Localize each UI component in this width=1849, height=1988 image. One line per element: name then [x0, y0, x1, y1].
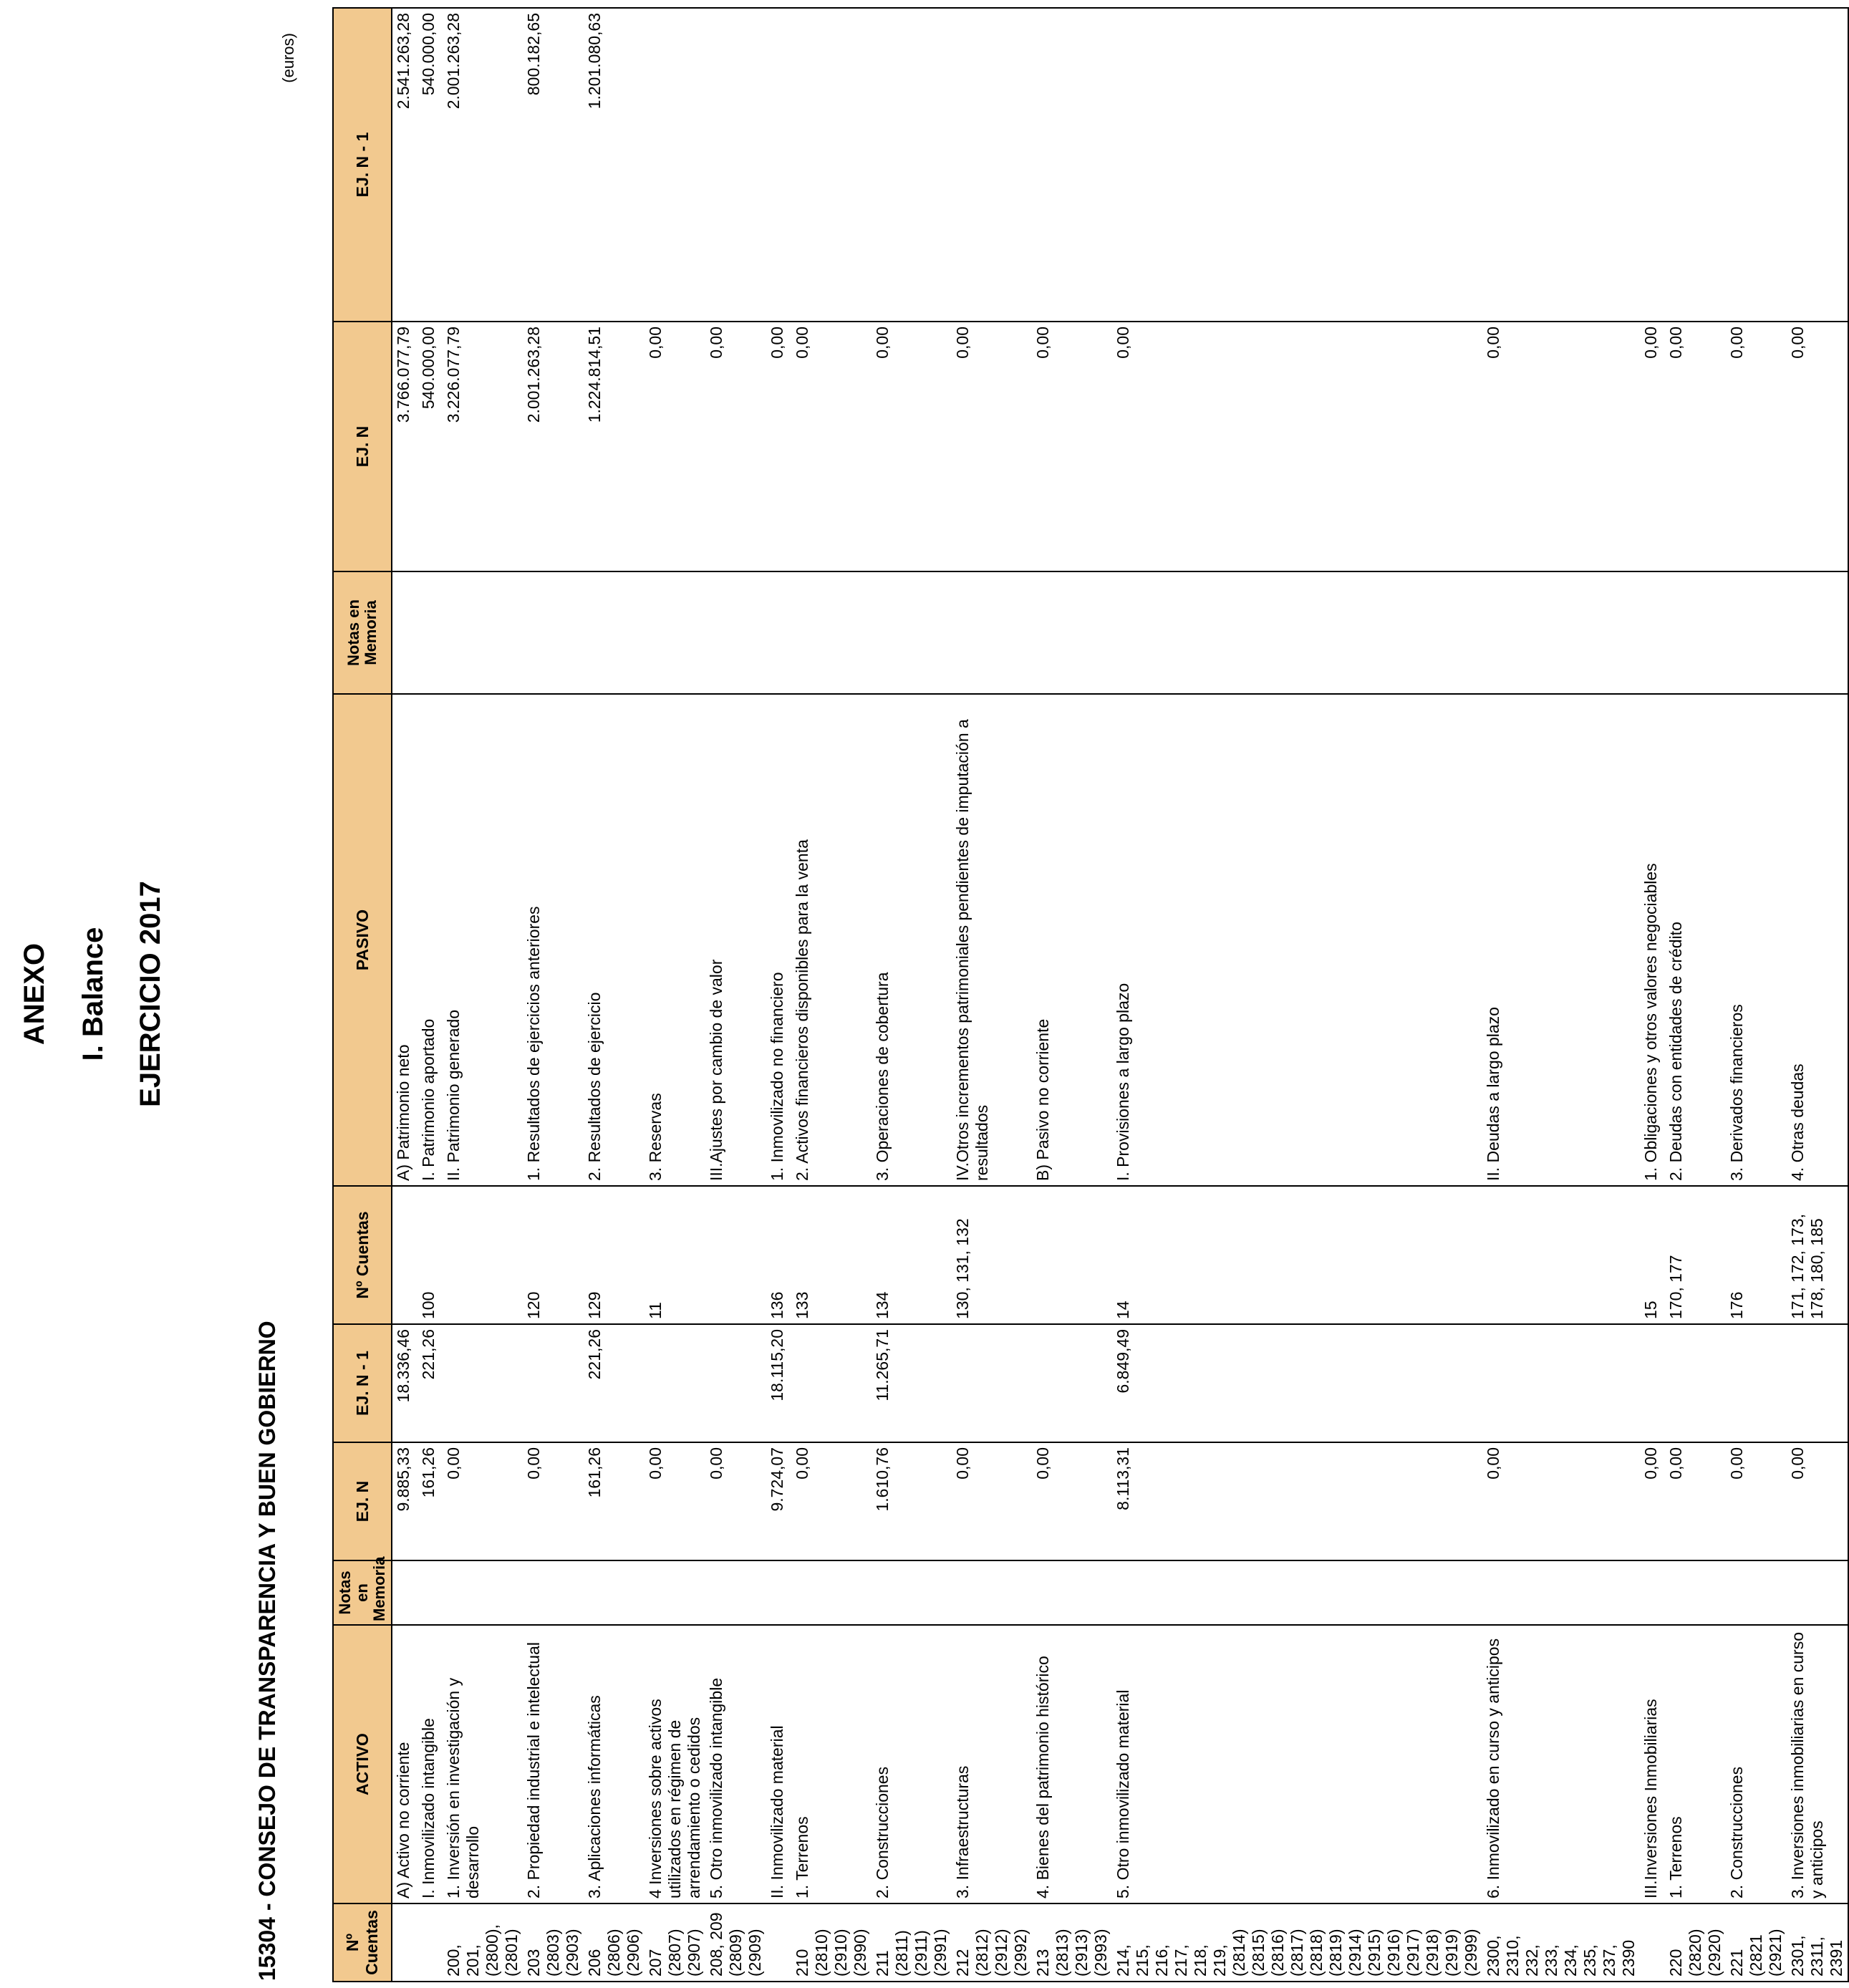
pasivo-label-cell: 3. Reservas	[645, 694, 705, 1186]
activo-ejn1-cell: 6.849,49	[1112, 1324, 1482, 1442]
pasivo-ejn1-cell	[645, 8, 705, 322]
pasivo-notas-cell	[705, 571, 766, 694]
activo-ejn-cell: 0,00	[645, 1442, 705, 1560]
pasivo-label-cell: 2. Deudas con entidades de crédito	[1665, 694, 1726, 1186]
pasivo-cuentas-cell	[705, 1186, 766, 1324]
pasivo-notas-cell	[584, 571, 645, 694]
pasivo-ejn1-cell: 1.201.080,63	[584, 8, 645, 322]
activo-cuentas-cell: 220 (2820) (2920)	[1665, 1903, 1726, 1982]
col-header-pasivo-cuentas: Nº Cuentas	[333, 1186, 392, 1324]
col-header-activo-cuentas: Nº Cuentas	[333, 1903, 392, 1982]
pasivo-cuentas-cell: 136	[766, 1186, 791, 1324]
activo-notas-cell	[872, 1560, 952, 1625]
activo-label-cell: 5. Otro inmovilizado material	[1112, 1625, 1482, 1903]
pasivo-label-cell: 3. Derivados financieros	[1726, 694, 1787, 1186]
table-row	[584, 8, 645, 1982]
pasivo-notas-cell	[1726, 571, 1787, 694]
pasivo-ejn-cell: 0,00	[872, 322, 952, 571]
pasivo-ejn-cell: 0,00	[1112, 322, 1482, 571]
activo-ejn-cell: 0,00	[1032, 1442, 1112, 1560]
pasivo-label-cell: I. Provisiones a largo plazo	[1112, 694, 1482, 1186]
activo-notas-cell	[584, 1560, 645, 1625]
pasivo-ejn1-cell	[766, 8, 791, 322]
activo-label-cell: 5. Otro inmovilizado intangible	[705, 1625, 766, 1903]
activo-notas-cell	[1787, 1560, 1848, 1625]
pasivo-notas-cell	[1482, 571, 1640, 694]
pasivo-ejn-cell: 0,00	[952, 322, 1032, 571]
activo-ejn-cell: 0,00	[1482, 1442, 1640, 1560]
activo-notas-cell	[417, 1560, 443, 1625]
pasivo-notas-cell	[1640, 571, 1665, 694]
pasivo-ejn1-cell	[1112, 8, 1482, 322]
activo-label-cell: 1. Inversión en investigación y desarrollo	[443, 1625, 523, 1903]
pasivo-cuentas-cell: 11	[645, 1186, 705, 1324]
pasivo-ejn-cell: 0,00	[766, 322, 791, 571]
pasivo-ejn1-cell	[705, 8, 766, 322]
pasivo-label-cell: 1. Inmovilizado no financiero	[766, 694, 791, 1186]
activo-notas-cell	[766, 1560, 791, 1625]
col-header-pasivo-ejn1: EJ. N - 1	[333, 8, 392, 322]
activo-notas-cell	[1640, 1560, 1665, 1625]
activo-cuentas-cell: 208, 209 (2809) (2909)	[705, 1903, 766, 1982]
activo-label-cell: 4. Bienes del patrimonio histórico	[1032, 1625, 1112, 1903]
activo-label-cell: 2. Propiedad industrial e intelectual	[523, 1625, 584, 1903]
pasivo-notas-cell	[1665, 571, 1726, 694]
activo-label-cell: 2. Construcciones	[1726, 1625, 1787, 1903]
pasivo-ejn-cell: 0,00	[791, 322, 872, 571]
table-row	[1112, 8, 1482, 1982]
pasivo-ejn1-cell	[872, 8, 952, 322]
pasivo-ejn-cell: 540.000,00	[417, 322, 443, 571]
col-header-activo-notas: Notas en Memoria	[333, 1560, 392, 1625]
fiscal-year-title: EJERCICIO 2017	[135, 881, 166, 1107]
annex-title: ANEXO	[19, 942, 50, 1046]
balance-table	[332, 7, 1849, 1982]
pasivo-ejn1-cell: 2.001.263,28	[443, 8, 523, 322]
pasivo-ejn-cell: 3.226.077,79	[443, 322, 523, 571]
activo-label-cell: III.Inversiones Inmobiliarias	[1640, 1625, 1665, 1903]
activo-notas-cell	[952, 1560, 1032, 1625]
activo-ejn-cell: 9.885,33	[392, 1442, 417, 1560]
activo-ejn-cell: 9.724,07	[766, 1442, 791, 1560]
pasivo-cuentas-cell: 15	[1640, 1186, 1665, 1324]
activo-cuentas-cell: 212 (2812) (2912) (2992)	[952, 1903, 1032, 1982]
pasivo-ejn1-cell	[1482, 8, 1640, 322]
pasivo-label-cell: 1. Resultados de ejercicios anteriores	[523, 694, 584, 1186]
pasivo-cuentas-cell: 100	[417, 1186, 443, 1324]
pasivo-label-cell: 3. Operaciones de cobertura	[872, 694, 952, 1186]
pasivo-ejn-cell: 0,00	[1665, 322, 1726, 571]
activo-ejn1-cell	[1032, 1324, 1112, 1442]
activo-notas-cell	[791, 1560, 872, 1625]
activo-label-cell: 3. Infraestructuras	[952, 1625, 1032, 1903]
pasivo-notas-cell	[443, 571, 523, 694]
pasivo-label-cell: I. Patrimonio aportado	[417, 694, 443, 1186]
activo-ejn1-cell	[645, 1324, 705, 1442]
activo-label-cell: 6. Inmovilizado en curso y anticipos	[1482, 1625, 1640, 1903]
pasivo-ejn1-cell	[1726, 8, 1787, 322]
activo-cuentas-cell: 2301, 2311, 2391	[1787, 1903, 1848, 1982]
pasivo-ejn1-cell	[1640, 8, 1665, 322]
activo-ejn-cell: 0,00	[791, 1442, 872, 1560]
pasivo-ejn-cell: 0,00	[1726, 322, 1787, 571]
activo-ejn1-cell	[443, 1324, 523, 1442]
pasivo-notas-cell	[872, 571, 952, 694]
pasivo-ejn-cell: 0,00	[1032, 322, 1112, 571]
pasivo-cuentas-cell: 134	[872, 1186, 952, 1324]
pasivo-ejn1-cell	[1665, 8, 1726, 322]
pasivo-ejn-cell: 3.766.077,79	[392, 322, 417, 571]
activo-ejn-cell: 0,00	[1640, 1442, 1665, 1560]
units-label: (euros)	[279, 33, 297, 83]
pasivo-label-cell: 4. Otras deudas	[1787, 694, 1848, 1186]
table-row	[766, 8, 791, 1982]
activo-ejn1-cell	[952, 1324, 1032, 1442]
activo-cuentas-cell: 2300, 2310, 232, 233, 234, 235, 237, 2390	[1482, 1903, 1640, 1982]
activo-label-cell: II. Inmovilizado material	[766, 1625, 791, 1903]
pasivo-notas-cell	[1112, 571, 1482, 694]
pasivo-cuentas-cell: 170, 177	[1665, 1186, 1726, 1324]
table-row	[705, 8, 766, 1982]
pasivo-cuentas-cell	[443, 1186, 523, 1324]
table-row	[417, 8, 443, 1982]
pasivo-ejn-cell: 0,00	[1640, 322, 1665, 571]
col-header-pasivo-ejn: EJ. N	[333, 322, 392, 571]
pasivo-ejn1-cell: 2.541.263,28	[392, 8, 417, 322]
activo-notas-cell	[1112, 1560, 1482, 1625]
pasivo-ejn-cell: 2.001.263,28	[523, 322, 584, 571]
activo-ejn-cell: 1.610,76	[872, 1442, 952, 1560]
pasivo-ejn1-cell: 800.182,65	[523, 8, 584, 322]
activo-cuentas-cell: 207 (2807) (2907)	[645, 1903, 705, 1982]
activo-label-cell: 3. Inversiones inmobiliarias en curso y anticipos	[1787, 1625, 1848, 1903]
activo-ejn1-cell: 11.265,71	[872, 1324, 952, 1442]
pasivo-cuentas-cell: 120	[523, 1186, 584, 1324]
pasivo-notas-cell	[645, 571, 705, 694]
header-row	[333, 8, 392, 1982]
activo-label-cell: 4 Inversiones sobre activos utilizados en régimen de arrendamiento o cedidos	[645, 1625, 705, 1903]
activo-notas-cell	[392, 1560, 417, 1625]
activo-ejn1-cell	[705, 1324, 766, 1442]
pasivo-label-cell: II. Patrimonio generado	[443, 694, 523, 1186]
activo-cuentas-cell: 211 (2811) (2911) (2991)	[872, 1903, 952, 1982]
activo-ejn-cell: 8.113,31	[1112, 1442, 1482, 1560]
col-header-activo: ACTIVO	[333, 1625, 392, 1903]
col-header-activo-ejn: EJ. N	[333, 1442, 392, 1560]
activo-notas-cell	[1482, 1560, 1640, 1625]
activo-ejn1-cell	[1482, 1324, 1640, 1442]
activo-ejn-cell: 0,00	[1665, 1442, 1726, 1560]
activo-ejn-cell: 161,26	[417, 1442, 443, 1560]
activo-cuentas-cell	[766, 1903, 791, 1982]
table-row	[1482, 8, 1640, 1982]
activo-cuentas-cell: 213 (2813) (2913) (2993)	[1032, 1903, 1112, 1982]
activo-ejn1-cell: 221,26	[417, 1324, 443, 1442]
activo-ejn1-cell: 221,26	[584, 1324, 645, 1442]
pasivo-notas-cell	[417, 571, 443, 694]
pasivo-label-cell: 1. Obligaciones y otros valores negociables	[1640, 694, 1665, 1186]
activo-cuentas-cell: 214, 215, 216, 217, 218, 219, (2814) (2815) (2816) (2817) (2818) (2819) (2914) (2915) (2916) (2917) (2918) (2919) (2999)	[1112, 1903, 1482, 1982]
activo-notas-cell	[1726, 1560, 1787, 1625]
activo-ejn1-cell	[791, 1324, 872, 1442]
pasivo-cuentas-cell	[1482, 1186, 1640, 1324]
table-row	[645, 8, 705, 1982]
table-row	[392, 8, 417, 1982]
pasivo-label-cell: 2. Resultados de ejercicio	[584, 694, 645, 1186]
activo-notas-cell	[1032, 1560, 1112, 1625]
activo-cuentas-cell: 210 (2810) (2910) (2990)	[791, 1903, 872, 1982]
activo-ejn1-cell	[523, 1324, 584, 1442]
table-row	[872, 8, 952, 1982]
activo-label-cell: 1. Terrenos	[791, 1625, 872, 1903]
table-row	[1640, 8, 1665, 1982]
activo-ejn1-cell: 18.115,20	[766, 1324, 791, 1442]
activo-label-cell: 2. Construcciones	[872, 1625, 952, 1903]
pasivo-ejn-cell: 1.224.814,51	[584, 322, 645, 571]
activo-ejn1-cell: 18.336,46	[392, 1324, 417, 1442]
activo-cuentas-cell	[417, 1903, 443, 1982]
table-row	[791, 8, 872, 1982]
activo-ejn-cell: 0,00	[705, 1442, 766, 1560]
pasivo-cuentas-cell: 133	[791, 1186, 872, 1324]
pasivo-ejn-cell: 0,00	[645, 322, 705, 571]
pasivo-label-cell: IV.Otros incrementos patrimoniales pendientes de imputación a resultados	[952, 694, 1032, 1186]
activo-label-cell: 3. Aplicaciones informáticas	[584, 1625, 645, 1903]
activo-ejn-cell: 0,00	[1726, 1442, 1787, 1560]
activo-label-cell: A) Activo no corriente	[392, 1625, 417, 1903]
pasivo-label-cell: B) Pasivo no corriente	[1032, 694, 1112, 1186]
activo-notas-cell	[443, 1560, 523, 1625]
pasivo-notas-cell	[766, 571, 791, 694]
activo-cuentas-cell: 221 (2821 (2921)	[1726, 1903, 1787, 1982]
pasivo-cuentas-cell: 171, 172, 173, 178, 180, 185	[1787, 1186, 1848, 1324]
pasivo-notas-cell	[523, 571, 584, 694]
pasivo-notas-cell	[791, 571, 872, 694]
pasivo-cuentas-cell	[1032, 1186, 1112, 1324]
pasivo-cuentas-cell: 129	[584, 1186, 645, 1324]
balance-title: I. Balance	[77, 927, 109, 1061]
pasivo-label-cell: III.Ajustes por cambio de valor	[705, 694, 766, 1186]
table-row	[1665, 8, 1726, 1982]
pasivo-cuentas-cell: 176	[1726, 1186, 1787, 1324]
pasivo-label-cell: 2. Activos financieros disponibles para la venta	[791, 694, 872, 1186]
activo-ejn1-cell	[1787, 1324, 1848, 1442]
activo-label-cell: I. Inmovilizado intangible	[417, 1625, 443, 1903]
activo-ejn-cell: 0,00	[952, 1442, 1032, 1560]
col-header-activo-ejn1: EJ. N - 1	[333, 1324, 392, 1442]
pasivo-ejn1-cell	[952, 8, 1032, 322]
pasivo-ejn-cell: 0,00	[705, 322, 766, 571]
pasivo-label-cell: A) Patrimonio neto	[392, 694, 417, 1186]
pasivo-ejn1-cell	[791, 8, 872, 322]
activo-cuentas-cell	[392, 1903, 417, 1982]
activo-notas-cell	[705, 1560, 766, 1625]
activo-notas-cell	[523, 1560, 584, 1625]
activo-label-cell: 1. Terrenos	[1665, 1625, 1726, 1903]
entity-name: 15304 - CONSEJO DE TRANSPARENCIA Y BUEN GOBIERNO	[254, 1321, 280, 1981]
pasivo-cuentas-cell	[392, 1186, 417, 1324]
activo-ejn1-cell	[1640, 1324, 1665, 1442]
table-row	[1726, 8, 1787, 1982]
activo-cuentas-cell	[1640, 1903, 1665, 1982]
activo-ejn1-cell	[1726, 1324, 1787, 1442]
pasivo-notas-cell	[1787, 571, 1848, 694]
table-row	[443, 8, 523, 1982]
activo-cuentas-cell: 206 (2806) (2906)	[584, 1903, 645, 1982]
activo-ejn-cell: 161,26	[584, 1442, 645, 1560]
col-header-pasivo: PASIVO	[333, 694, 392, 1186]
table-row	[952, 8, 1032, 1982]
pasivo-notas-cell	[392, 571, 417, 694]
pasivo-ejn1-cell	[1787, 8, 1848, 322]
table-row	[1787, 8, 1848, 1982]
activo-ejn1-cell	[1665, 1324, 1726, 1442]
activo-ejn-cell: 0,00	[523, 1442, 584, 1560]
pasivo-notas-cell	[1032, 571, 1112, 694]
col-header-pasivo-notas: Notas en Memoria	[333, 571, 392, 694]
pasivo-cuentas-cell: 14	[1112, 1186, 1482, 1324]
activo-ejn-cell: 0,00	[1787, 1442, 1848, 1560]
activo-notas-cell	[1665, 1560, 1726, 1625]
activo-cuentas-cell: 203 (2803) (2903)	[523, 1903, 584, 1982]
pasivo-cuentas-cell: 130, 131, 132	[952, 1186, 1032, 1324]
activo-notas-cell	[645, 1560, 705, 1625]
pasivo-ejn-cell: 0,00	[1787, 322, 1848, 571]
pasivo-ejn-cell: 0,00	[1482, 322, 1640, 571]
activo-cuentas-cell: 200, 201, (2800), (2801)	[443, 1903, 523, 1982]
table-row	[1032, 8, 1112, 1982]
table-row	[523, 8, 584, 1982]
pasivo-notas-cell	[952, 571, 1032, 694]
pasivo-ejn1-cell: 540.000,00	[417, 8, 443, 322]
pasivo-ejn1-cell	[1032, 8, 1112, 322]
activo-ejn-cell: 0,00	[443, 1442, 523, 1560]
pasivo-label-cell: II. Deudas a largo plazo	[1482, 694, 1640, 1186]
